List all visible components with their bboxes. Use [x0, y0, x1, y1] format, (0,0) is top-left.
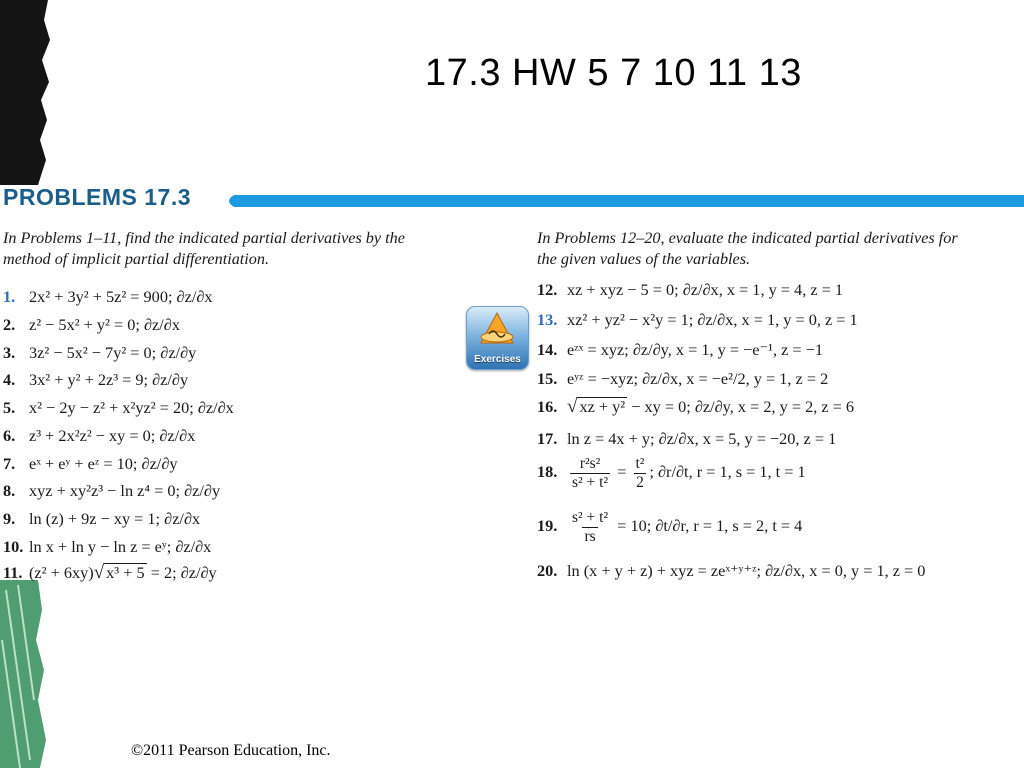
- exercises-icon[interactable]: Exercises: [466, 306, 529, 370]
- problem-8: 8. xyz + xy²z³ − ln z⁴ = 0; ∂z/∂y: [3, 481, 221, 500]
- problem-5: 5. x² − 2y − z² + x²yz² = 20; ∂z/∂x: [3, 398, 234, 417]
- fraction: $\frac{\text{t²}}{2}$: [635, 455, 645, 491]
- header-rule: [224, 193, 1024, 209]
- slide-title: 17.3 HW 5 7 10 11 13: [425, 52, 802, 94]
- problem-18: 18. $\frac{\text{r²s²}}{\text{s² + t²}}$ = $\frac{\text{t²}}{2}$ ; ∂r/∂t, r = 1, s = 1, t = 1: [537, 455, 806, 491]
- problem-2: 2. z² − 5x² + y² = 0; ∂z/∂x: [3, 315, 180, 334]
- problem-12: 12. xz + xyz − 5 = 0; ∂z/∂x, x = 1, y = 4, z = 1: [537, 280, 844, 299]
- problem-14: 14. eᶻˣ = xyz; ∂z/∂y, x = 1, y = −e⁻¹, z = −1: [537, 340, 823, 359]
- problem-11: 11. (z² + 6xy)√ x³ + 5 = 2; ∂z/∂y: [3, 562, 217, 583]
- problem-17: 17. ln z = 4x + y; ∂z/∂x, x = 5, y = −20, z = 1: [537, 429, 837, 448]
- problem-9: 9. ln (z) + 9z − xy = 1; ∂z/∂x: [3, 509, 201, 528]
- sqrt-symbol: √: [567, 396, 578, 417]
- sqrt-symbol: √: [93, 562, 105, 583]
- problem-3: 3. 3z² − 5x² − 7y² = 0; ∂z/∂y: [3, 343, 197, 362]
- problems-header: PROBLEMS 17.3: [3, 184, 191, 210]
- problem-7: 7. eˣ + eʸ + eᶻ = 10; ∂z/∂y: [3, 454, 178, 473]
- problem-16: 16. √ xz + y² − xy = 0; ∂z/∂y, x = 2, y = 2, z = 6: [537, 396, 855, 417]
- copyright-notice: ©2011 Pearson Education, Inc.: [131, 742, 331, 759]
- problem-10: 10. ln x + ln y − ln z = eʸ; ∂z/∂x: [3, 537, 212, 556]
- problem-15: 15. eʸᶻ = −xyz; ∂z/∂x, x = −e²/2, y = 1, z = 2: [537, 369, 829, 388]
- fraction: $\frac{\text{s² + t²}}{rs}$: [572, 509, 609, 545]
- problem-6: 6. z³ + 2x²z² − xy = 0; ∂z/∂x: [3, 426, 196, 445]
- problem-19: 19. $\frac{\text{s² + t²}}{rs}$ = 10; ∂t/∂r, r = 1, s = 2, t = 4: [537, 509, 803, 545]
- problem-1: 1. 2x² + 3y² + 5z² = 900; ∂z/∂x: [3, 287, 213, 306]
- problem-4: 4. 3x² + y² + 2z³ = 9; ∂z/∂y: [3, 370, 189, 389]
- left-instructions: In Problems 1–11, find the indicated partial derivatives by the method of implicit partial differentiation.: [3, 229, 405, 268]
- fraction: $\frac{\text{r²s²}}{\text{s² + t²}}$: [572, 455, 609, 491]
- problem-20: 20. ln (x + y + z) + xyz = zeˣ⁺ʸ⁺ᶻ; ∂z/∂x, x = 0, y = 1, z = 0: [537, 561, 926, 580]
- right-instructions: In Problems 12–20, evaluate the indicated partial derivatives for the given values of the variables.: [537, 229, 958, 268]
- problem-13: 13. xz² + yz² − x²y = 1; ∂z/∂x, x = 1, y = 0, z = 1: [537, 310, 858, 329]
